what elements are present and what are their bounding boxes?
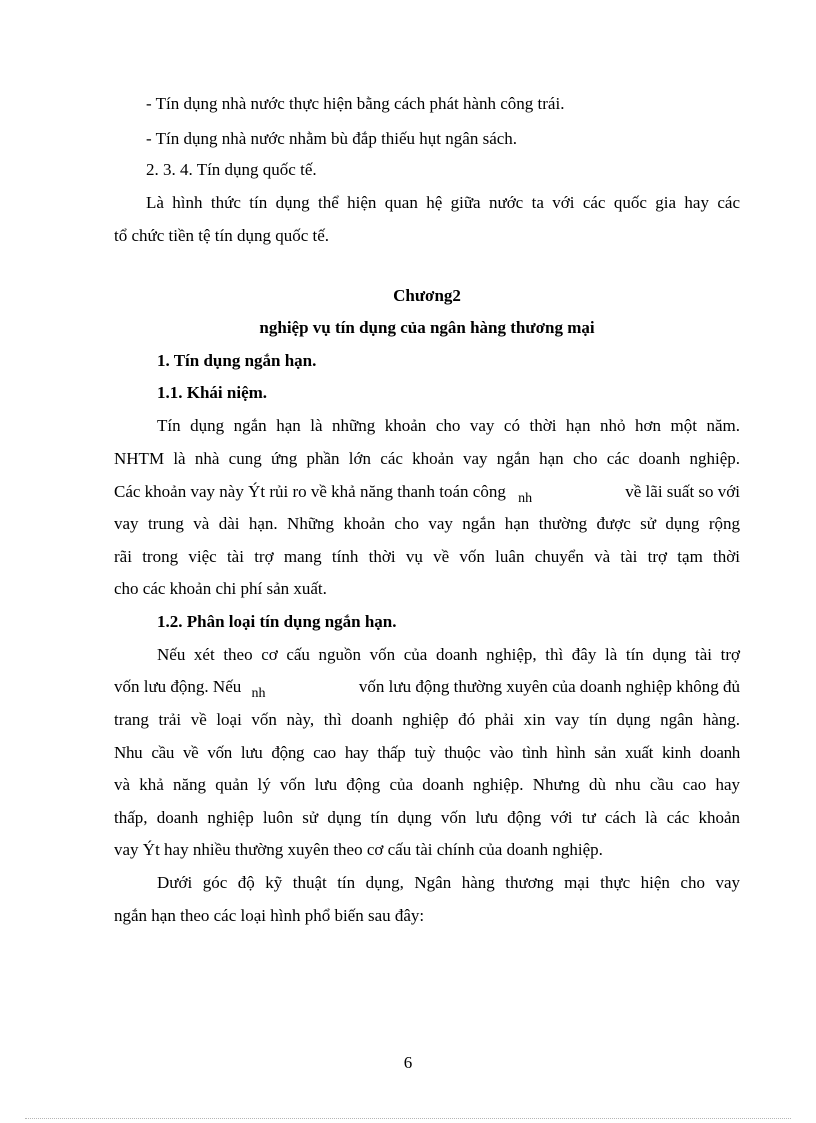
section-heading: 2. 3. 4. Tín dụng quốc tế.	[146, 160, 317, 179]
paragraph-line: vay trung và dài hạn. Những khoản cho vay ngắn hạn thường được sử dụng rộng	[114, 514, 740, 533]
text-segment: vốn lưu động thường xuyên của doanh nghiệp không đủ	[358, 677, 740, 696]
paragraph-line: tổ chức tiền tệ tín dụng quốc tế.	[114, 226, 330, 245]
paragraph-line: và khả năng quản lý vốn lưu động của doanh nghiệp. Nhưng dù nhu cầu cao hay	[114, 775, 740, 794]
paragraph-line: rãi trong việc tài trợ mang tính thời vụ về vốn luân chuyển và tài trợ tạm thời	[114, 547, 740, 566]
paragraph-line	[114, 482, 740, 504]
subsection-heading: 1.1. Khái niệm.	[157, 383, 268, 402]
page-bottom-divider	[25, 1118, 791, 1119]
paragraph-line: ngắn hạn theo các loại hình phổ biến sau đây:	[114, 906, 425, 925]
chapter-title: Chương2	[393, 286, 461, 305]
text-segment: vốn lưu động. Nếu	[114, 677, 242, 696]
paragraph-line: Nhu cầu về vốn lưu động cao hay thấp tuỳ thuộc vào tình hình sản xuất kinh doanh	[114, 743, 740, 762]
paragraph-line: NHTM là nhà cung ứng phần lớn các khoản vay ngắn hạn cho các doanh nghiệp.	[114, 449, 740, 468]
text-segment: Các khoản vay này Ýt rủi ro về khả năng thanh toán công	[114, 482, 506, 501]
paragraph-line: Là hình thức tín dụng thể hiện quan hệ giữa nước ta với các quốc gia hay các	[146, 193, 740, 212]
paragraph-line: Tín dụng ngắn hạn là những khoản cho vay có thời hạn nhỏ hơn một năm.	[157, 416, 740, 435]
paragraph-line	[114, 677, 740, 699]
subsection-heading: 1.2. Phân loại tín dụng ngắn hạn.	[157, 612, 397, 631]
section-heading: 1. Tín dụng ngắn hạn.	[157, 351, 317, 370]
subscript-fragment: nh	[251, 686, 266, 701]
paragraph-line: Dưới góc độ kỹ thuật tín dụng, Ngân hàng thương mại thực hiện cho vay	[157, 873, 740, 892]
text-segment: về lãi suất so với	[625, 482, 740, 501]
paragraph-line: Nếu xét theo cơ cấu nguồn vốn của doanh nghiệp, thì đây là tín dụng tài trợ	[157, 645, 740, 664]
paragraph-line: vay Ýt hay nhiều thường xuyên theo cơ cấu tài chính của doanh nghiệp.	[114, 840, 603, 859]
paragraph-line: thấp, doanh nghiệp luôn sử dụng tín dụng vốn lưu động với tư cách là các khoản	[114, 808, 740, 827]
paragraph-line: trang trải về loại vốn này, thì doanh nghiệp đó phải xin vay tín dụng ngân hàng.	[114, 710, 740, 729]
bullet-line: - Tín dụng nhà nước thực hiện bằng cách phát hành công trái.	[146, 94, 565, 113]
page-number: 6	[403, 1053, 413, 1072]
paragraph-line: cho các khoản chi phí sản xuất.	[114, 579, 327, 598]
bullet-line: - Tín dụng nhà nước nhằm bù đắp thiếu hụt ngân sách.	[146, 129, 518, 148]
chapter-subtitle: nghiệp vụ tín dụng của ngân hàng thương mại	[259, 318, 595, 337]
subscript-fragment: nh	[518, 491, 533, 506]
